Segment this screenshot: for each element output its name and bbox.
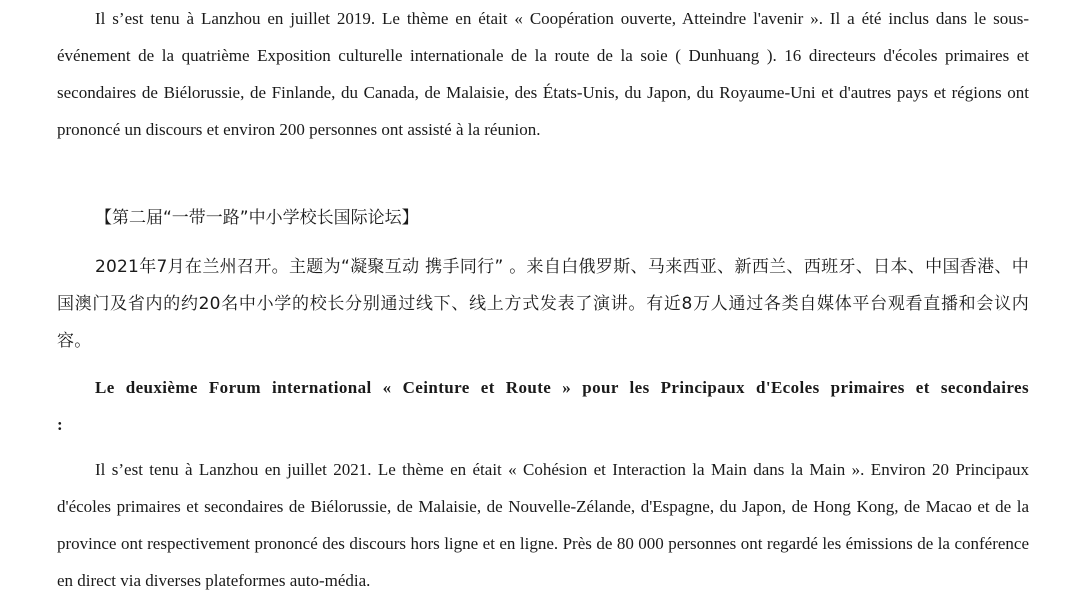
- forum2-chinese-paragraph: 2021年7月在兰州召开。主题为“凝聚互动 携手同行” 。来自白俄罗斯、马来西亚、新西兰、西班牙、日本、中国香港、中国澳门及省内的约20名中小学的校长分别通过线下、线上方式发表了演讲。有近8万人通过各类自媒体平台观看直播和会议内容。: [57, 257, 1029, 351]
- forum1-french-paragraph: Il s’est tenu à Lanzhou en juillet 2019. Le thème en était « Coopération ouverte, Atteindre l'avenir ». Il a été inclus dans le sous-événement de la quatrième Exposition culturelle internationale de la route de la soie ( Dunhuang ). 16 directeurs d'écoles primaires et secondaires de Biélorussie, de Finlande, du Canada, de Malaisie, des États-Unis, du Japon, du Royaume-Uni et d'autres pays et régions ont prononcé un discours et environ 200 personnes ont assisté à la réunion.: [57, 9, 1029, 139]
- forum2-chinese-heading: 【第二届“一带一路”中小学校长国际论坛】: [95, 208, 419, 228]
- forum2-french-paragraph: Il s’est tenu à Lanzhou en juillet 2021. Le thème en était « Cohésion et Interaction la Main dans la Main ». Environ 20 Principaux d'écoles primaires et secondaires de Biélorussie, de Malaisie, de Nouvelle-Zélande, d'Espagne, du Japon, de Hong Kong, de Macao et de la province ont respectivement prononcé des discours hors ligne et en ligne. Près de 80 000 personnes ont regardé les émissions de la conférence en direct via diverses plateformes auto-média.: [57, 460, 1029, 590]
- forum2-french-heading: Le deuxième Forum international « Ceinture et Route » pour les Principaux d'Ecoles primaires et secondaires :: [57, 378, 1029, 434]
